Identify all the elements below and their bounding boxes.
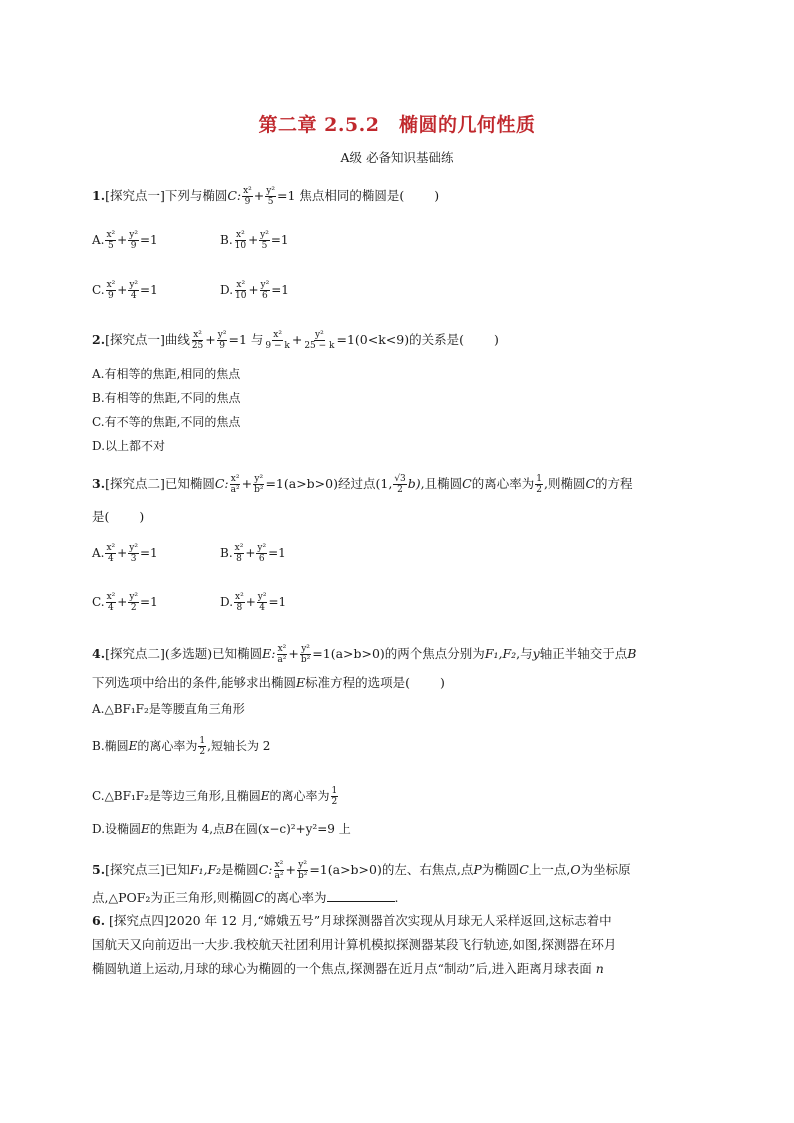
q3-option-d: D. $\frac{\text{x²}}{8}$ + $\frac{\text{y²}}{4}$ =1: [220, 592, 287, 613]
question-6-line2: 国航天又向前迈出一大步.我校航天社团利用计算机模拟探测器某段飞行轨迹,如图,探测器在环月: [92, 937, 617, 952]
answer-blank: [327, 889, 395, 902]
q4-option-c: C.△BF₁F₂是等边三角形,且椭圆E的离心率为 $\frac{1}{2}$: [92, 786, 338, 807]
question-3-line2: 是( ): [92, 509, 145, 524]
q2-option-a: A.有相等的焦距,相同的焦点: [92, 367, 241, 381]
q2-option-d: D.以上都不对: [92, 439, 166, 453]
question-6: 6. [探究点四]2020 年 12 月,“嫦娥五号”月球探测器首次实现从月球无人采样返回,这标志着中: [92, 913, 612, 928]
question-4: 4.[探究点二](多选题)已知椭圆E: $\frac{\text{x²}}{\text{a²}}$ + $\frac{\text{y²}}{\text{b²}}$ =1(a>b>0)的两个焦点分别为F₁,F₂,与y轴正半轴交于点B: [92, 644, 637, 665]
q2-option-c: C.有不等的焦距,不同的焦点: [92, 415, 241, 429]
question-5-line2: 点,△POF₂为正三角形,则椭圆C的离心率为 .: [92, 890, 399, 905]
question-2: 2.[探究点一]曲线 $\frac{\text{x²}}{25}$ + $\frac{\text{y²}}{9}$ =1 与 $\frac{\text{x²}}{9 - k}$ + $\frac{\text{y²}}{25 - k}$ =1(0<k<9)的关系是( ): [92, 330, 499, 351]
question-1: 1.[探究点一]下列与椭圆C: $\frac{\text{x²}}{9}$ + $\frac{\text{y²}}{5}$ =1 焦点相同的椭圆是( ): [92, 186, 440, 207]
q1-option-a: A. $\frac{\text{x²}}{5}$ + $\frac{\text{y²}}{9}$ =1: [92, 230, 158, 251]
page-title: 第二章 2.5.2 椭圆的几何性质: [258, 114, 536, 136]
q3-option-c: C. $\frac{\text{x²}}{4}$ + $\frac{\text{y²}}{2}$ =1: [92, 592, 158, 613]
question-3: 3.[探究点二]已知椭圆C: $\frac{\text{x²}}{\text{a²}}$ + $\frac{\text{y²}}{\text{b²}}$ =1(a>b>0)经过点(1, $\frac{√3}{2}$ b),且椭圆C的离心率为 $\frac{1}{2}$ ,则椭圆C的方程: [92, 474, 633, 495]
question-6-line3: 椭圆轨道上运动,月球的球心为椭圆的一个焦点,探测器在近月点“制动”后,进入距离月球表面 n: [92, 961, 604, 976]
q4-option-b: B.椭圆E的离心率为 $\frac{1}{2}$ ,短轴长为 2: [92, 736, 271, 757]
q1-option-b: B. $\frac{\text{x²}}{10}$ + $\frac{\text{y²}}{5}$ =1: [220, 230, 289, 251]
question-5: 5.[探究点三]已知F₁,F₂是椭圆C: $\frac{\text{x²}}{\text{a²}}$ + $\frac{\text{y²}}{\text{b²}}$ =1(a>b>0)的左、右焦点,点P为椭圆C上一点,O为坐标原: [92, 860, 631, 881]
question-4-line2: 下列选项中给出的条件,能够求出椭圆E标准方程的选项是( ): [92, 675, 445, 690]
q3-option-a: A. $\frac{\text{x²}}{4}$ + $\frac{\text{y²}}{3}$ =1: [92, 543, 158, 564]
q1-option-c: C. $\frac{\text{x²}}{9}$ + $\frac{\text{y²}}{4}$ =1: [92, 280, 158, 301]
q4-option-d: D.设椭圆E的焦距为 4,点B在圆(x−c)²+y²=9 上: [92, 822, 351, 836]
q3-option-b: B. $\frac{\text{x²}}{8}$ + $\frac{\text{y²}}{6}$ =1: [220, 543, 286, 564]
q4-option-a: A.△BF₁F₂是等腰直角三角形: [92, 702, 245, 716]
q1-option-d: D. $\frac{\text{x²}}{10}$ + $\frac{\text{y²}}{6}$ =1: [220, 280, 289, 301]
q2-option-b: B.有相等的焦距,不同的焦点: [92, 391, 241, 405]
level-heading: A级 必备知识基础练: [340, 150, 454, 165]
